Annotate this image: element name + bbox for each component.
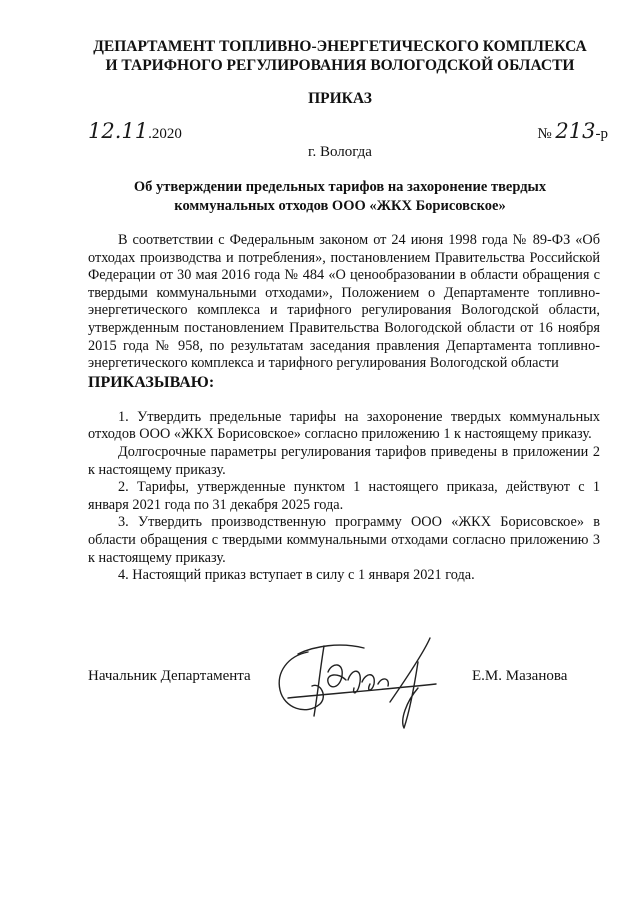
order-item-4: 4. Настоящий приказ вступает в силу с 1 января 2021 года. [118,567,475,584]
order-title: ПРИКАЗ [308,90,372,107]
order-item-1-note: Долгосрочные параметры регулирования тарифов приведены в приложении 2 к настоящему приказу. [88,443,600,478]
order-item-1: 1. Утвердить предельные тарифы на захоронение твердых коммунальных отходов ООО «ЖКХ Борисовское» согласно приложению 1 к настоящему приказу. [88,408,600,443]
department-header [60,37,620,75]
subject-line-2: коммунальных отходов ООО «ЖКХ Борисовское» [174,198,506,214]
order-subject [60,178,620,216]
city: г. Вологда [308,144,372,160]
printed-year: .2020 [148,126,182,142]
signatory-title: Начальник Департамента [88,668,251,684]
subject-line-1: Об утверждении предельных тарифов на захоронение твердых [133,179,547,195]
order-body [88,232,600,585]
header-line-1: ДЕПАРТАМЕНТ ТОПЛИВНО-ЭНЕРГЕТИЧЕСКОГО КОМПЛЕКСА [93,38,587,55]
decree-word: ПРИКАЗЫВАЮ: [88,373,215,391]
preamble-paragraph: В соответствии с Федеральным законом от 24 июня 1998 года № 89-ФЗ «Об отходах производства и потребления», постановлением Правительства Российской Федерации от 30 мая 2016 года № 484 «О ценообразовании в области обращения с твердыми коммунальными отходами», Положением о Департаменте топливно-энергетического комплекса и тарифного регулирования Вологодской области, утвержденным постановлением Правительства Вологодской области от 16 ноября 2015 года № 958, по результатам заседания правления Департамента топливно-энергетического комплекса и тарифного регулирования Вологодской области [88,232,600,372]
signatory-name: Е.М. Мазанова [472,668,568,684]
handwritten-signature [268,632,443,732]
order-number [537,119,608,143]
handwritten-date: 12.11 [88,119,149,143]
order-date [88,119,182,143]
number-suffix: -р [595,126,608,142]
signature-block [88,660,600,720]
handwritten-number: 213 [555,119,596,143]
order-item-3: 3. Утвердить производственную программу ООО «ЖКХ Борисовское» в области обращения с твердыми коммунальными отходами согласно приложению 3 к настоящему приказу. [88,514,600,566]
header-line-2: И ТАРИФНОГО РЕГУЛИРОВАНИЯ ВОЛОГОДСКОЙ ОБЛАСТИ [105,57,575,74]
order-item-2: 2. Тарифы, утвержденные пунктом 1 настоящего приказа, действуют с 1 января 2021 года по 31 декабря 2025 года. [88,479,600,513]
number-prefix: № [537,126,552,142]
